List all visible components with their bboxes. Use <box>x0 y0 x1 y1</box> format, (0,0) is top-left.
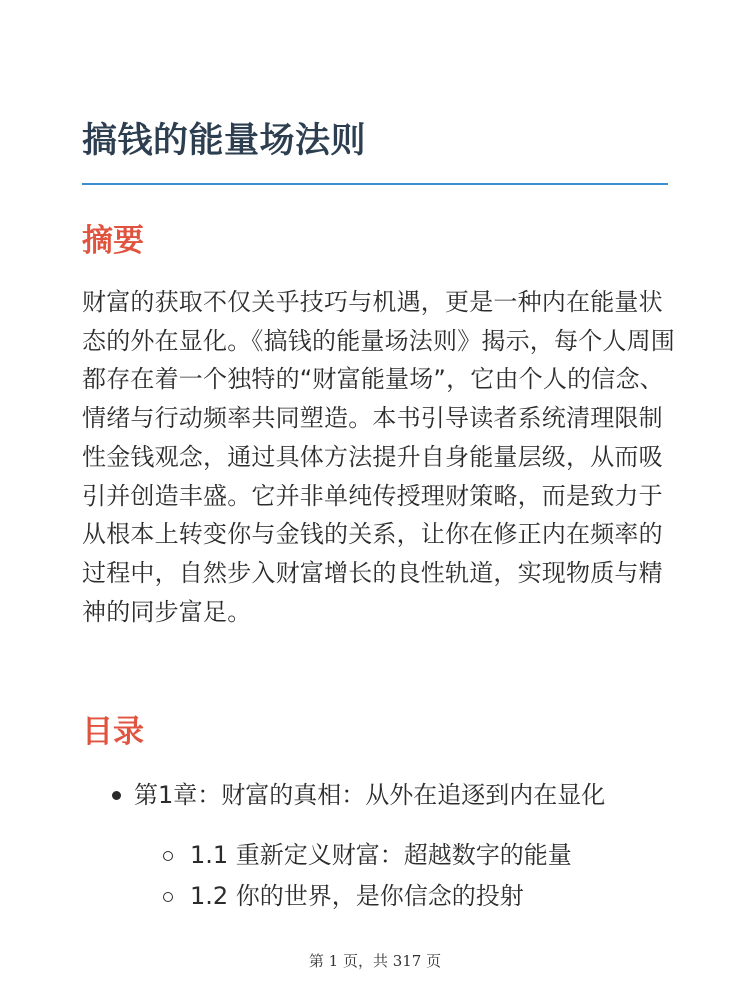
toc-heading: 目录 <box>82 714 144 750</box>
toc-section-1-1-label: 1.1 重新定义财富：超越数字的能量 <box>190 841 572 869</box>
toc-section-1-1 <box>190 836 572 874</box>
toc-section-1-2-label: 1.2 你的世界，是你信念的投射 <box>190 882 524 910</box>
toc-chapter-1-label: 第1章：财富的真相：从外在追逐到内在显化 <box>134 781 606 809</box>
toc-section-1-2 <box>190 877 524 915</box>
document-title: 搞钱的能量场法则 <box>82 121 367 161</box>
hollow-bullet-icon <box>163 892 173 902</box>
title-divider <box>82 183 668 185</box>
abstract-paragraph: 财富的获取不仅关乎技巧与机遇，更是一种内在能量状态的外在显化。《搞钱的能量场法则》揭示，每个人周围都存在着一个独特的“财富能量场”，它由个人的信念、情绪与行动频率共同塑造。本书引导读者系统清理限制性金钱观念，通过具体方法提升自身能量层级，从而吸引并创造丰盛。它并非单纯传授理财策略，而是致力于从根本上转变你与金钱的关系，让你在修正内在频率的过程中，自然步入财富增长的良性轨道，实现物质与精神的同步富足。 <box>82 288 675 626</box>
hollow-bullet-icon <box>163 851 173 861</box>
toc-chapter-1 <box>134 776 605 814</box>
filled-bullet-icon <box>112 791 121 800</box>
page-footer: 第 1 页，共 317 页 <box>308 952 442 970</box>
summary-heading: 摘要 <box>82 223 144 259</box>
